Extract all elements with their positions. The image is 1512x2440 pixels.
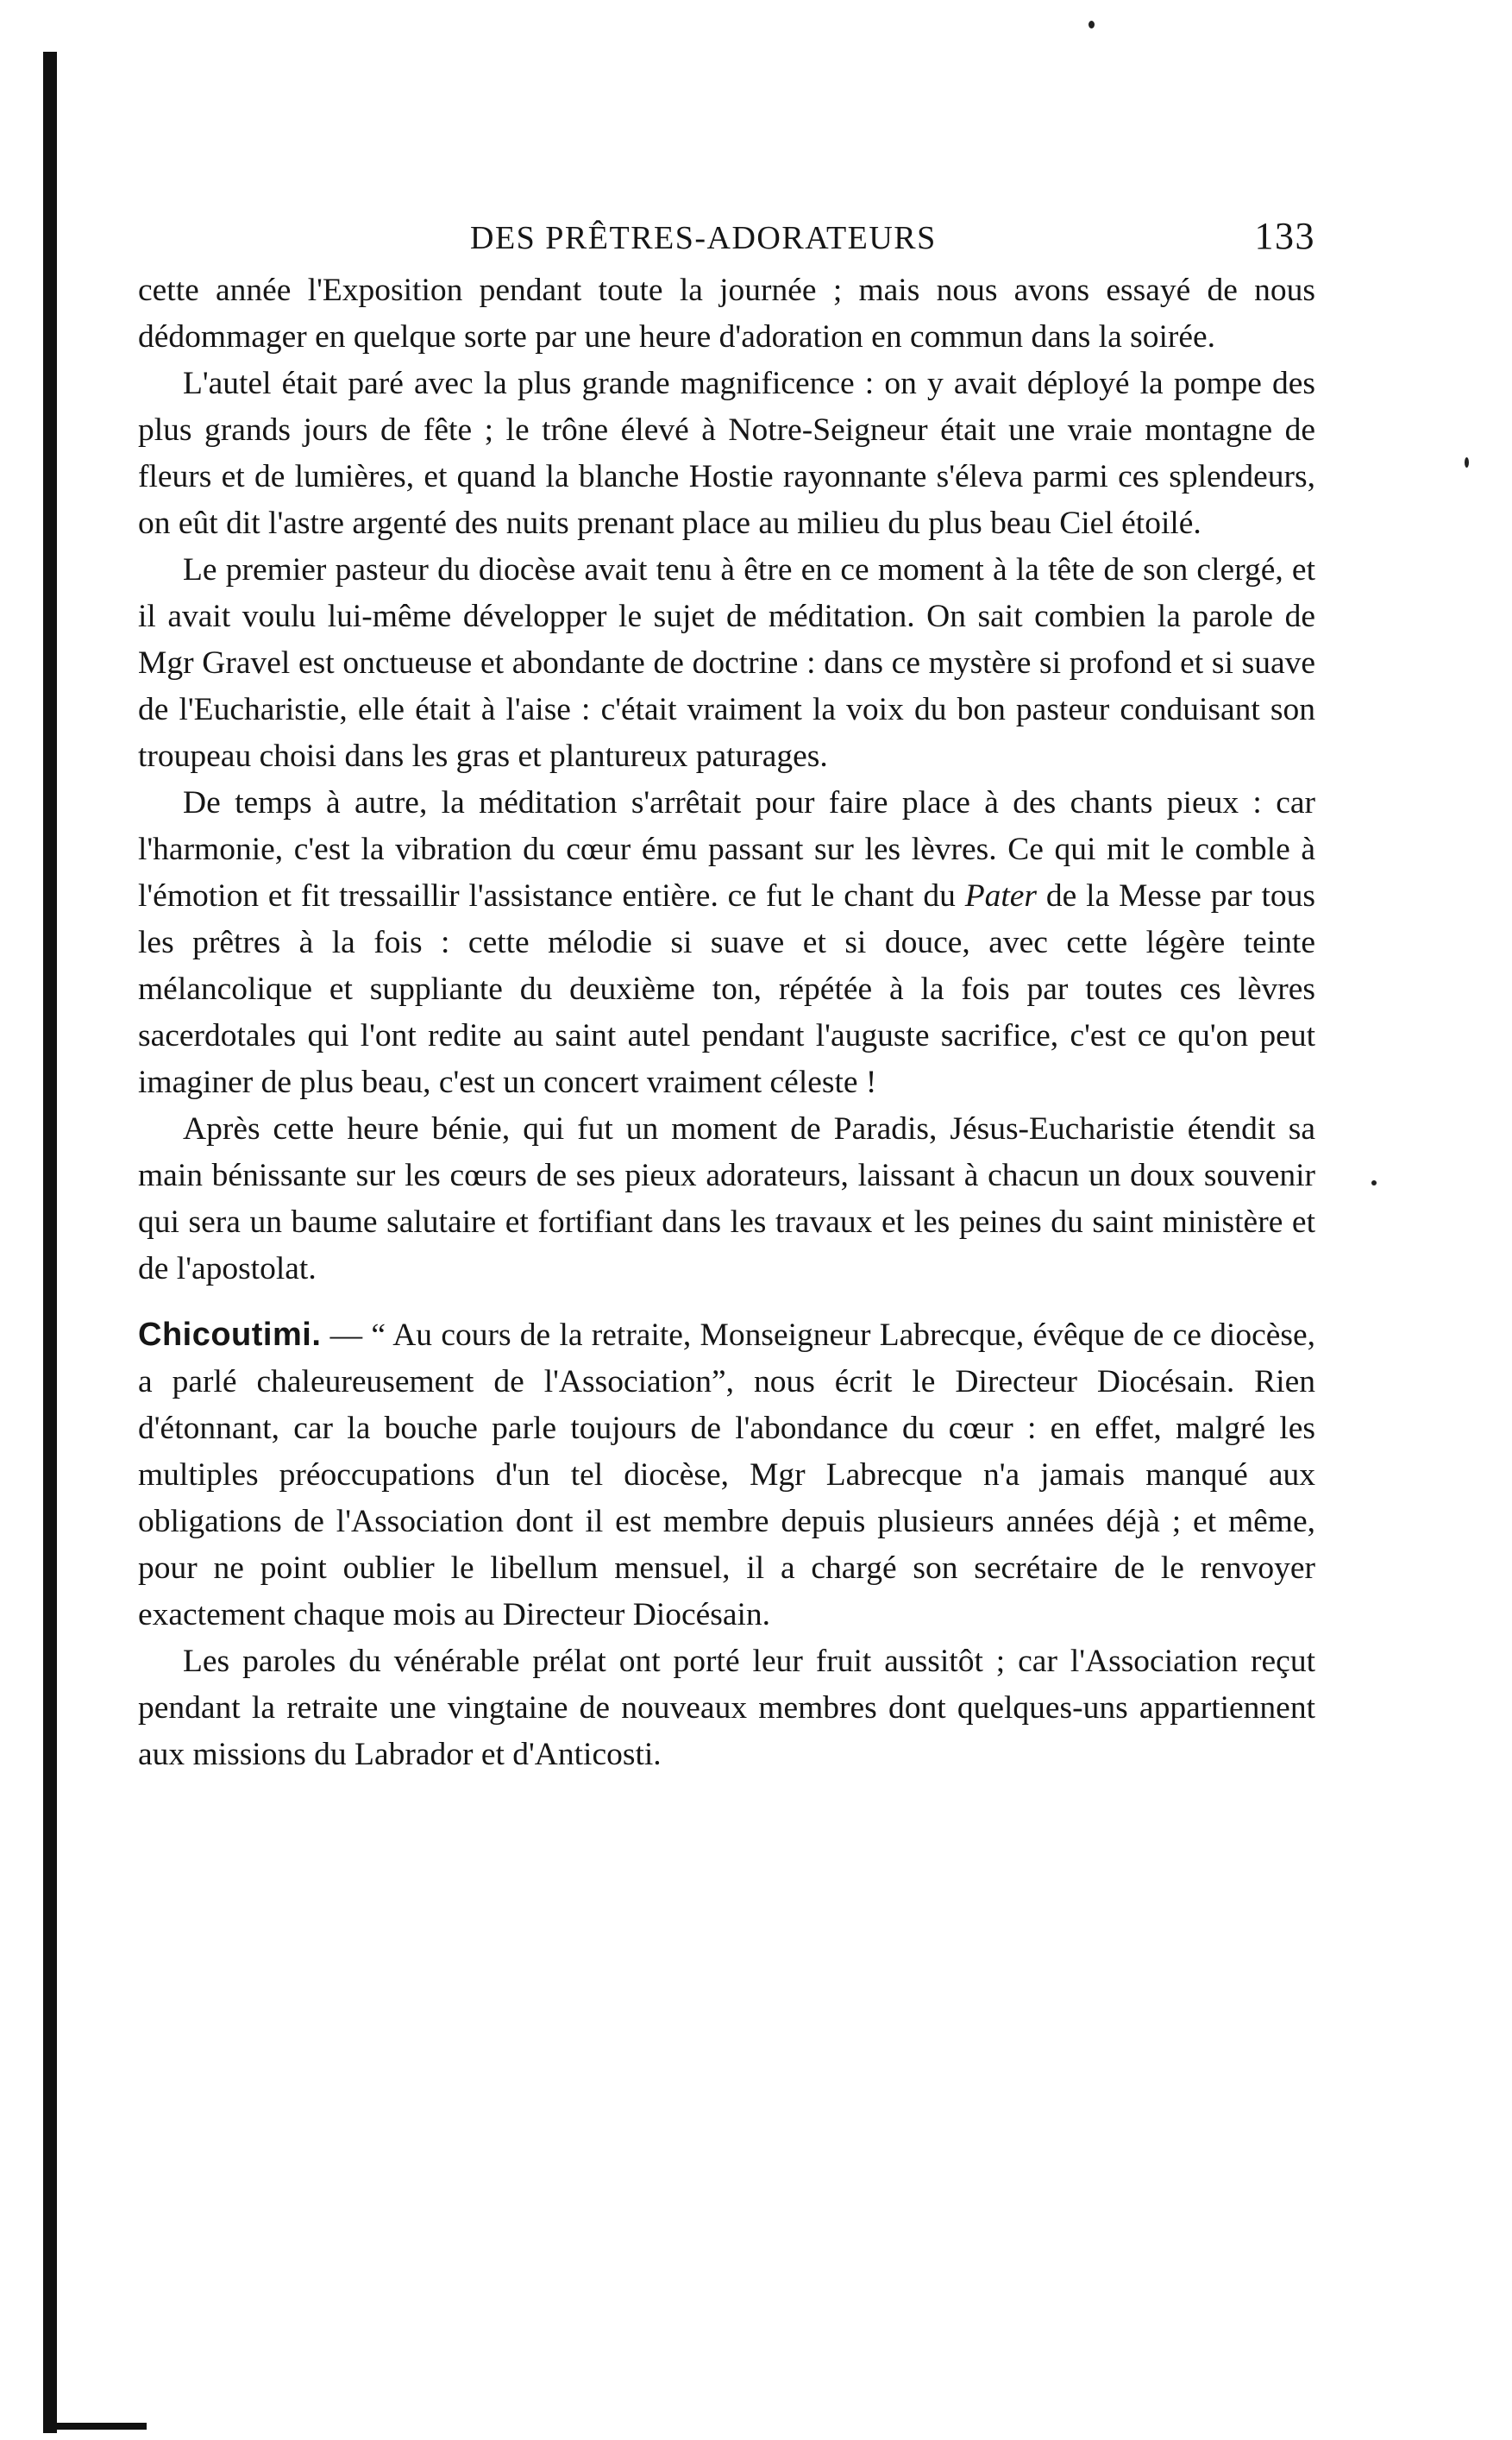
paragraph-chants-end: de la Messe par tous les prêtres à la fois : cette mélodie si suave et si douce, avec cette légère teinte mélancolique et suppliante du deuxième ton, répétée à la fois par toutes ces lèvres sacerdotales qui l'ont redite au saint autel pendant l'auguste sacrifice, c'est ce qu'on peut imaginer de plus beau, c'est un concert vraiment céleste ! xyxy=(138,878,1316,1100)
section-lead-paragraph xyxy=(138,1311,1315,1638)
section-chicoutimi xyxy=(138,1311,1315,1778)
print-speck xyxy=(1465,457,1469,468)
page-edge-rule-foot xyxy=(43,2423,147,2430)
running-title: DES PRÊTRES-ADORATEURS xyxy=(470,220,937,256)
page-number: 133 xyxy=(1254,215,1315,257)
paragraph-altar: L'autel était paré avec la plus grande magnificence : on y avait déployé la pompe des plus grands jours de fête ; le trône élevé à Notre-Seigneur était une vraie montagne de fleurs et de lumières, et quand la blanche Hostie rayonnante s'éleva parmi ces splendeurs, on eût dit l'astre argenté des nuits prenant place au milieu du plus beau Ciel étoilé. xyxy=(138,366,1315,541)
section-heading: Chicoutimi. xyxy=(138,1317,322,1353)
page-edge-rule xyxy=(43,52,57,2433)
paragraph-blessing: Après cette heure bénie, qui fut un moment de Paradis, Jésus-Eucharistie étendit sa main bénissante sur les cœurs de ses pieux adorateurs, laissant à chacun un doux souvenir qui sera un baume salutaire et fortifiant dans les travaux et les peines du saint ministère et de l'apostolat. xyxy=(138,1111,1315,1286)
print-speck xyxy=(1089,21,1095,28)
paragraph-continuation: cette année l'Exposition pendant toute la journée ; mais nous avons essayé de nous dédommager en quelque sorte par une heure d'adoration en commun dans la soirée. xyxy=(138,273,1315,355)
paragraph-chants xyxy=(138,780,1315,1106)
section-lead-text: — “ Au cours de la retraite, Monseigneur Labrecque, évêque de ce diocèse, a parlé chaleureusement de l'Association”, nous écrit le Directeur Diocésain. Rien d'étonnant, car la bouche parle toujours de l'abondance du cœur : en effet, malgré les multiples préoccupations d'un tel diocèse, Mgr Labrecque n'a jamais manqué aux obligations de l'Association dont il est membre depuis plusieurs années déjà ; et même, pour ne point oublier le libellum mensuel, il a chargé son secrétaire de le renvoyer exactement chaque mois au Directeur Diocésain. xyxy=(138,1317,1315,1632)
running-header xyxy=(138,207,1315,267)
body-text xyxy=(138,267,1315,1778)
section-paragraph-2: Les paroles du vénérable prélat ont porté leur fruit aussitôt ; car l'Association reçut pendant la retraite une vingtaine de nouveaux membres dont quelques-uns appartiennent aux missions du Labrador et d'Anticosti. xyxy=(138,1644,1315,1772)
book-page xyxy=(138,207,1315,1778)
paragraph-chants-start: De temps à autre, la méditation s'arrêtait pour faire place à des chants pieux : car l'harmonie, c'est la vibration du cœur ému passant sur les lèvres. Ce qui mit le comble à l'émotion et fit tressaillir l'assistance entière. ce fut le chant du xyxy=(138,785,1315,914)
paragraph-bishop-gravel: Le premier pasteur du diocèse avait tenu à être en ce moment à la tête de son clergé, et il avait voulu lui-même développer le sujet de méditation. On sait combien la parole de Mgr Gravel est onctueuse et abondante de doctrine : dans ce mystère si profond et si suave de l'Eucharistie, elle était à l'aise : c'était vraiment la voix du bon pasteur conduisant son troupeau choisi dans les gras et plantureux paturages. xyxy=(138,552,1315,774)
print-speck xyxy=(1371,1180,1377,1185)
pater-italic: Pater xyxy=(964,878,1038,914)
